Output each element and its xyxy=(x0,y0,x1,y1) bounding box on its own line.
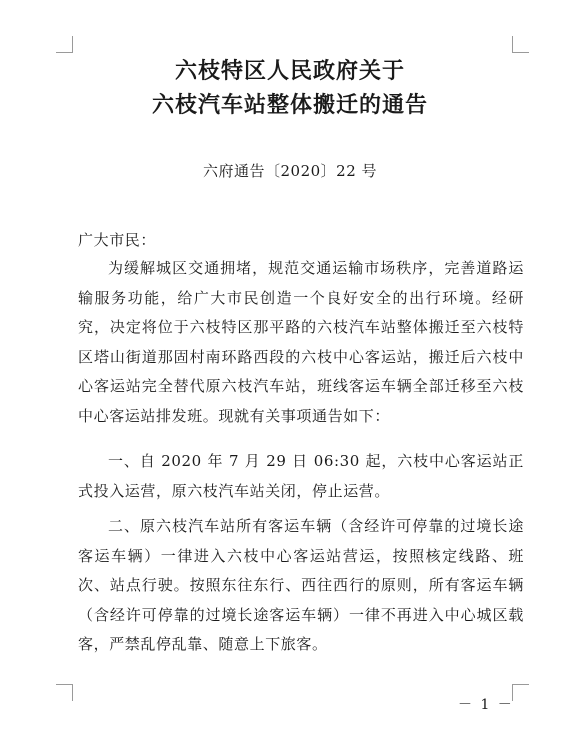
crop-mark-bottom-right xyxy=(512,684,529,701)
document-title-line2: 六枝汽车站整体搬迁的通告 xyxy=(151,92,428,118)
crop-mark-top-right xyxy=(512,36,529,53)
document-number: 六府通告〔2020〕22 号 xyxy=(202,162,378,180)
page-number: － 1 － xyxy=(458,697,514,713)
paragraph-item-1: 一、自 2020 年 7 月 29 日 06:30 起，六枝中心客运站正式投入运营，原六枝汽车站关闭，停止运营。 xyxy=(78,452,524,500)
paragraph-intro: 为缓解城区交通拥堵，规范交通运输市场秩序，完善道路运输服务功能，给广大市民创造一个良好安全的出行环境。经研究，决定将位于六枝特区那平路的六枝汽车站整体搬迁至六枝特区塔山街道那固村南环路西段的六枝中心客运站，搬迁后六枝中心客运站完全替代原六枝汽车站，班线客运车辆全部迁移至六枝中心客运站排发班。现就有关事项通告如下： xyxy=(78,259,524,425)
document-title-line1: 六枝特区人民政府关于 xyxy=(174,58,405,84)
paragraph-item-2: 二、原六枝汽车站所有客运车辆（含经许可停靠的过境长途客运车辆）一律进入六枝中心客运站营运，按照核定线路、班次、站点行驶。按照东往东行、西往西行的原则，所有客运车辆（含经许可停靠的过境长途客运车辆）一律不再进入中心城区载客，严禁乱停乱靠、随意上下旅客。 xyxy=(78,517,524,653)
salutation: 广大市民： xyxy=(78,231,157,249)
crop-mark-bottom-left xyxy=(56,684,73,701)
crop-mark-top-left xyxy=(56,36,73,53)
